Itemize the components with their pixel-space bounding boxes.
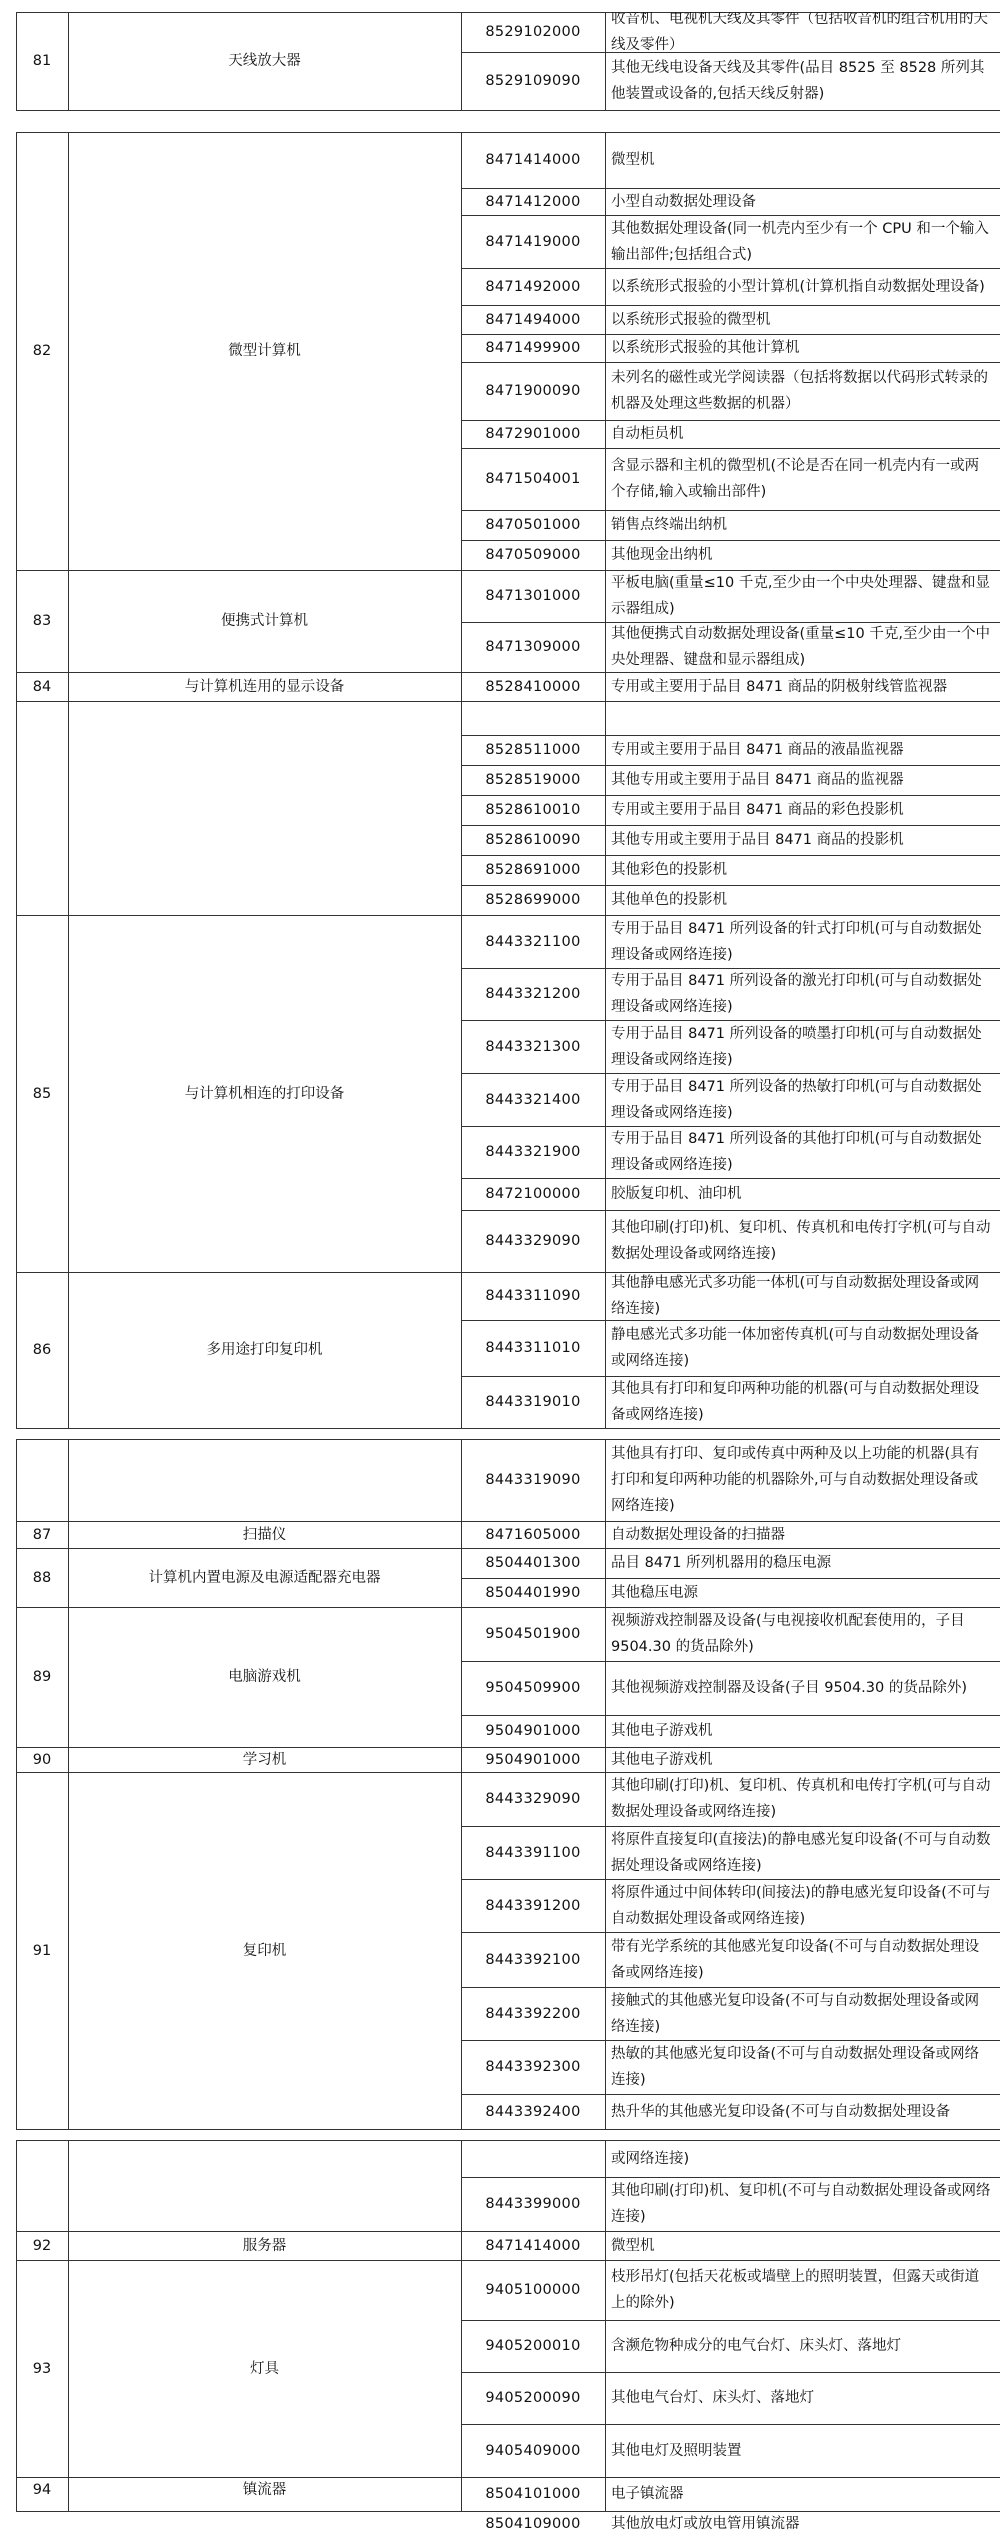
hs-code-cell: 8504401300 (485, 1555, 581, 1571)
product-description-cell: 收音机、电视机天线及其零件（包括收音机的组合机用的天线及零件） (611, 12, 988, 52)
hs-code-cell (461, 2140, 605, 2177)
product-description-cell: 其他放电灯或放电管用镇流器 (611, 2516, 800, 2532)
hs-code-cell: 8443329090 (485, 1791, 581, 1807)
product-description-cell: 其他具有打印和复印两种功能的机器(可与自动数据处理设备或网络连接) (611, 1381, 980, 1423)
hs-code-cell: 9504901000 (485, 1751, 581, 1768)
item-number-cell: 84 (32, 678, 52, 695)
row-divider (16, 2129, 1000, 2130)
hs-code-cell: 8528699000 (485, 892, 581, 908)
product-description-cell: 其他稳压电源 (611, 1584, 698, 1601)
hs-code-cell: 8528610090 (485, 832, 581, 848)
hs-code-cell: 8472100000 (485, 1186, 581, 1202)
product-description-cell: 专用或主要用于品目 8471 商品的彩色投影机 (611, 802, 904, 818)
hs-code-cell: 8470501000 (485, 517, 581, 533)
product-name-cell: 扫描仪 (242, 1526, 287, 1543)
hs-code-cell: 8471412000 (485, 193, 581, 210)
product-description-cell: 其他便携式自动数据处理设备(重量≤10 千克,至少由一个中央处理器、键盘和显示器组成) (611, 626, 990, 668)
hs-code-cell: 8443391100 (485, 1844, 581, 1861)
hs-code-cell: 9504501900 (485, 1626, 581, 1642)
hs-code-cell (461, 701, 605, 735)
product-description-cell: 将原件通过中间体转印(间接法)的静电感光复印设备(不可与自动数据处理设备或网络连接) (611, 1884, 991, 1927)
product-description-cell: 其他静电感光式多功能一体机(可与自动数据处理设备或网络连接) (611, 1275, 980, 1317)
hs-code-cell: 9405100000 (485, 2282, 581, 2298)
hs-code-cell: 8471492000 (485, 278, 581, 295)
hs-code-cell: 8529109090 (485, 73, 581, 89)
hs-code-cell: 8443392300 (485, 2059, 581, 2075)
product-description-cell: 以系统形式报验的小型计算机(计算机指自动数据处理设备) (611, 278, 985, 295)
hs-code-cell: 8471301000 (485, 588, 581, 604)
hs-code-cell: 8443321100 (485, 933, 581, 950)
item-number-cell: 85 (32, 1085, 52, 1102)
hs-code-cell: 8528519000 (485, 772, 581, 788)
hs-code-cell: 8528691000 (485, 862, 581, 878)
product-description-cell: 小型自动数据处理设备 (611, 193, 756, 210)
hs-code-cell: 8443319090 (485, 1472, 581, 1488)
hs-code-cell: 8471309000 (485, 639, 581, 655)
product-name-cell: 便携式计算机 (221, 613, 308, 629)
product-description-cell: 胶版复印机、油印机 (611, 1186, 742, 1202)
product-description-cell: 其他电子游戏机 (611, 1751, 713, 1768)
hs-code-cell: 8443321400 (485, 1091, 581, 1108)
hs-code-cell: 8443319010 (485, 1394, 581, 1410)
item-number-cell: 88 (32, 1569, 52, 1586)
product-description-cell: 静电感光式多功能一体加密传真机(可与自动数据处理设备或网络连接) (611, 1327, 980, 1369)
item-number-cell: 86 (32, 1342, 52, 1358)
item-number-cell (16, 701, 68, 915)
item-number-cell: 94 (32, 2482, 52, 2498)
hs-code-cell: 9405200010 (485, 2338, 581, 2354)
product-description-cell: 以系统形式报验的其他计算机 (611, 340, 800, 356)
product-name-cell: 学习机 (242, 1751, 287, 1768)
product-description-cell: 其他单色的投影机 (611, 892, 727, 908)
product-description-cell: 其他电气台灯、床头灯、落地灯 (611, 2390, 814, 2406)
product-description-cell: 或网络连接) (611, 2150, 690, 2167)
hs-code-cell: 8471419000 (485, 233, 581, 250)
item-number-cell (16, 1439, 68, 1521)
product-name-cell: 与计算机连用的显示设备 (184, 678, 345, 695)
hs-code-cell: 8528610010 (485, 802, 581, 818)
product-description-cell: 销售点终端出纳机 (611, 517, 727, 533)
product-description-cell: 自动柜员机 (611, 426, 684, 442)
item-number-cell: 87 (32, 1526, 52, 1543)
item-number-cell (16, 2140, 68, 2231)
product-description-cell: 其他无线电设备天线及其零件(品目 8525 至 8528 所列其他装置或设备的,包括天线反射器) (611, 60, 985, 102)
product-name-cell: 与计算机相连的打印设备 (184, 1085, 345, 1102)
hs-code-cell: 8504101000 (485, 2486, 581, 2502)
product-description-cell: 微型机 (611, 2237, 655, 2254)
product-name-cell (68, 1439, 461, 1521)
hs-code-cell: 8443391200 (485, 1897, 581, 1914)
product-description-cell: 以系统形式报验的微型机 (611, 311, 771, 328)
product-description-cell: 其他电灯及照明装置 (611, 2442, 742, 2459)
hs-code-cell: 9405200090 (485, 2390, 581, 2406)
item-number-cell: 82 (32, 343, 52, 359)
hs-code-cell: 8504109000 (485, 2516, 581, 2532)
product-description-cell: 其他彩色的投影机 (611, 862, 727, 878)
item-number-cell: 81 (32, 53, 52, 69)
hs-code-cell: 8443321300 (485, 1038, 581, 1055)
product-description-cell: 其他印刷(打印)机、复印机(不可与自动数据处理设备或网络连接) (611, 2183, 991, 2225)
hs-code-cell: 8471504001 (485, 471, 581, 487)
hs-code-cell: 8443311090 (485, 1288, 581, 1304)
product-description-cell: 枝形吊灯(包括天花板或墙壁上的照明装置，但露天或街道上的除外) (611, 2269, 980, 2311)
product-description-cell (605, 701, 1000, 735)
product-description-cell: 含濒危物种成分的电气台灯、床头灯、落地灯 (611, 2338, 901, 2354)
product-description-cell: 品目 8471 所列机器用的稳压电源 (611, 1555, 832, 1571)
product-description-cell: 热敏的其他感光复印设备(不可与自动数据处理设备或网络连接) (611, 2046, 980, 2088)
hs-code-cell: 8443321200 (485, 986, 581, 1002)
product-description-cell: 其他现金出纳机 (611, 547, 713, 563)
product-name-cell: 复印机 (242, 1942, 287, 1959)
hs-code-cell: 9405409000 (485, 2442, 581, 2459)
product-name-cell: 灯具 (250, 2360, 279, 2377)
product-description-cell: 其他专用或主要用于品目 8471 商品的投影机 (611, 832, 904, 848)
product-name-cell: 天线放大器 (228, 53, 301, 69)
hs-code-cell: 8443392100 (485, 1951, 581, 1968)
product-description-cell: 视频游戏控制器及设备(与电视接收机配套使用的，子目 9504.30 的货品除外) (611, 1613, 965, 1655)
product-description-cell: 其他数据处理设备(同一机壳内至少有一个 CPU 和一个输入输出部件;包括组合式) (611, 220, 989, 263)
product-description-cell: 专用于品目 8471 所列设备的喷墨打印机(可与自动数据处理设备或网络连接) (611, 1025, 982, 1068)
product-description-cell: 电子镇流器 (611, 2486, 684, 2502)
product-description-cell: 其他电子游戏机 (611, 1723, 713, 1739)
product-name-cell: 服务器 (242, 2237, 287, 2254)
product-description-cell: 微型机 (611, 152, 655, 168)
product-description-cell: 其他印刷(打印)机、复印机、传真机和电传打字机(可与自动数据处理设备或网络连接) (611, 1220, 991, 1262)
product-description-cell: 其他具有打印、复印或传真中两种及以上功能的机器(具有打印和复印两种功能的机器除外,可与自动数据处理设备或网络连接) (611, 1446, 980, 1514)
product-description-cell: 自动数据处理设备的扫描器 (611, 1526, 785, 1543)
hs-code-cell: 8471499900 (485, 340, 581, 356)
product-description-cell: 含显示器和主机的微型机(不论是否在同一机壳内有一或两个存储,输入或输出部件) (611, 458, 980, 500)
product-description-cell: 将原件直接复印(直接法)的静电感光复印设备(不可与自动数据处理设备或网络连接) (611, 1831, 991, 1874)
product-description-cell: 热升华的其他感光复印设备(不可与自动数据处理设备 (611, 2103, 951, 2120)
item-number-cell: 89 (32, 1669, 52, 1685)
product-description-cell: 专用于品目 8471 所列设备的激光打印机(可与自动数据处理设备或网络连接) (611, 973, 982, 1015)
hs-code-cell: 8443329090 (485, 1233, 581, 1249)
product-name-cell: 电脑游戏机 (228, 1669, 301, 1685)
product-description-cell: 专用于品目 8471 所列设备的热敏打印机(可与自动数据处理设备或网络连接) (611, 1078, 982, 1121)
hs-code-cell: 8470509000 (485, 547, 581, 563)
product-description-cell: 接触式的其他感光复印设备(不可与自动数据处理设备或网络连接) (611, 1992, 980, 2035)
item-number-cell: 90 (32, 1751, 52, 1768)
product-name-cell: 微型计算机 (228, 343, 301, 359)
product-name-cell (68, 2140, 461, 2231)
product-description-cell: 带有光学系统的其他感光复印设备(不可与自动数据处理设备或网络连接) (611, 1938, 980, 1981)
hs-code-cell: 8471414000 (485, 152, 581, 168)
hs-code-cell: 8529102000 (485, 24, 581, 40)
hs-code-cell: 8528410000 (485, 678, 581, 695)
hs-code-cell: 8471605000 (485, 1526, 581, 1543)
product-name-cell: 计算机内置电源及电源适配器充电器 (148, 1569, 381, 1586)
hs-code-cell: 8471414000 (485, 2237, 581, 2254)
hs-code-cell: 8504401990 (485, 1584, 581, 1601)
item-number-cell: 91 (32, 1942, 52, 1959)
item-number-cell: 93 (32, 2360, 52, 2377)
product-description-cell: 专用于品目 8471 所列设备的其他打印机(可与自动数据处理设备或网络连接) (611, 1131, 982, 1173)
hs-code-cell: 9504901000 (485, 1723, 581, 1739)
product-name-cell (68, 701, 461, 915)
product-description-cell: 专用或主要用于品目 8471 商品的阴极射线管监视器 (611, 678, 948, 695)
hs-code-cell: 8528511000 (485, 742, 581, 758)
hs-code-cell: 8443321900 (485, 1144, 581, 1160)
hs-code-cell: 8443311010 (485, 1340, 581, 1356)
hs-code-cell: 8443399000 (485, 2196, 581, 2212)
product-description-cell: 平板电脑(重量≤10 千克,至少由一个中央处理器、键盘和显示器组成) (611, 575, 990, 617)
product-name-cell: 镇流器 (242, 2482, 287, 2498)
hs-code-cell: 9504509900 (485, 1680, 581, 1696)
row-divider (16, 1428, 1000, 1429)
hs-code-cell: 8443392400 (485, 2103, 581, 2120)
hs-code-cell: 8471494000 (485, 311, 581, 328)
product-description-cell: 专用于品目 8471 所列设备的针式打印机(可与自动数据处理设备或网络连接) (611, 920, 982, 963)
hs-code-cell: 8472901000 (485, 426, 581, 442)
product-description-cell: 其他专用或主要用于品目 8471 商品的监视器 (611, 772, 904, 788)
item-number-cell: 83 (32, 613, 52, 629)
product-description-cell: 专用或主要用于品目 8471 商品的液晶监视器 (611, 742, 904, 758)
product-description-cell: 其他视频游戏控制器及设备(子目 9504.30 的货品除外) (611, 1680, 967, 1696)
hs-code-cell: 8443392200 (485, 2005, 581, 2022)
product-description-cell: 未列名的磁性或光学阅读器（包括将数据以代码形式转录的机器及处理这些数据的机器） (611, 370, 988, 412)
product-name-cell: 多用途打印复印机 (206, 1342, 323, 1358)
product-description-cell: 其他印刷(打印)机、复印机、传真机和电传打字机(可与自动数据处理设备或网络连接) (611, 1778, 991, 1820)
row-divider (16, 110, 1000, 111)
hs-code-cell: 8471900090 (485, 383, 581, 399)
item-number-cell: 92 (32, 2237, 52, 2254)
